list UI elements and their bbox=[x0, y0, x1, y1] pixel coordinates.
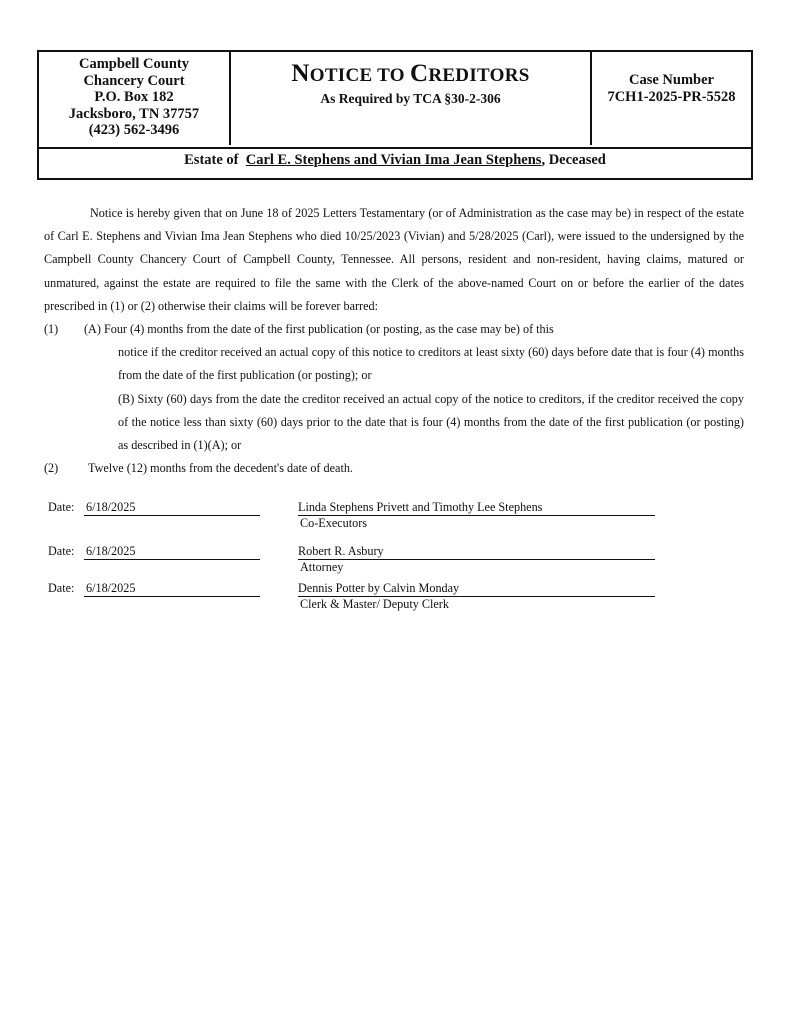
estate-prefix: Estate of bbox=[184, 152, 239, 168]
notice-body bbox=[44, 202, 744, 480]
list-item-1-number: (1) bbox=[44, 322, 59, 337]
notice-title-block bbox=[233, 52, 588, 145]
notice-title: NOTICE TO CREDITORS bbox=[291, 60, 530, 87]
header-top-row bbox=[39, 52, 751, 149]
list-item-1a-continuation: notice if the creditor received an actual copy of this notice to creditors at least sixty (60) days before date that is four (4) months from the date of the first publication (or posting); or bbox=[118, 345, 744, 383]
court-phone: (423) 562-3496 bbox=[88, 122, 180, 138]
notice-subtitle: As Required by TCA §30-2-306 bbox=[320, 91, 501, 106]
case-number-label: Case Number bbox=[629, 72, 714, 88]
list-item-1a-first-line: (A) Four (4) months from the date of the first publication (or posting, as the case may be) of this bbox=[84, 322, 554, 337]
date-label: Date: bbox=[48, 500, 75, 514]
case-number-value: 7CH1-2025-PR-5528 bbox=[607, 89, 736, 105]
list-item-2 bbox=[44, 457, 744, 480]
court-po-box: P.O. Box 182 bbox=[94, 89, 174, 105]
header-box bbox=[37, 50, 753, 180]
signer-role: Co-Executors bbox=[300, 516, 368, 530]
date-value: 6/18/2025 bbox=[84, 581, 260, 597]
list-item-1 bbox=[44, 318, 744, 341]
court-name-line: Campbell County bbox=[79, 56, 189, 72]
date-label: Date: bbox=[48, 544, 75, 558]
signer-name: Dennis Potter by Calvin Monday bbox=[298, 581, 655, 597]
signer-name: Robert R. Asbury bbox=[298, 544, 655, 560]
court-address-block bbox=[39, 52, 231, 145]
date-value: 6/18/2025 bbox=[84, 500, 260, 516]
signer-name: Linda Stephens Privett and Timothy Lee Stephens bbox=[298, 500, 655, 516]
notice-intro-paragraph: Notice is hereby given that on June 18 of 2025 Letters Testamentary (or of Administration as the case may be) in respect of the estate of Carl E. Stephens and Vivian Ima Jean Stephens who died 10/25/2023 (Vivian) and 5/28/2025 (Carl), were issued to the undersigned by the Campbell County Chancery Court of Campbell County, Tennessee. All persons, resident and non-resident, having claims, matured or unmatured, against the estate are required to file the same with the Clerk of the above-named Court on or before the earlier of the dates prescribed in (1) or (2) otherwise their claims will be forever barred: bbox=[44, 206, 744, 313]
estate-line bbox=[39, 152, 751, 169]
estate-suffix: , Deceased bbox=[541, 152, 606, 168]
signer-role: Attorney bbox=[300, 560, 344, 574]
list-item-2-text: Twelve (12) months from the decedent's date of death. bbox=[88, 461, 353, 476]
court-city-state: Jacksboro, TN 37757 bbox=[68, 105, 200, 122]
court-type-line: Chancery Court bbox=[83, 72, 185, 89]
date-label: Date: bbox=[48, 581, 75, 595]
list-item-2-number: (2) bbox=[44, 461, 59, 476]
estate-names: Carl E. Stephens and Vivian Ima Jean Stephens bbox=[245, 152, 542, 168]
case-number-block bbox=[590, 52, 751, 145]
list-item-1b: (B) Sixty (60) days from the date the creditor received an actual copy of the notice to creditors, if the creditor received the copy of the notice less than sixty (60) days prior to the date that is four (4) months from the date of the first publication (or posting) as described in (1)(A); or bbox=[118, 391, 744, 453]
signer-role: Clerk & Master/ Deputy Clerk bbox=[300, 597, 449, 611]
date-value: 6/18/2025 bbox=[84, 544, 260, 560]
